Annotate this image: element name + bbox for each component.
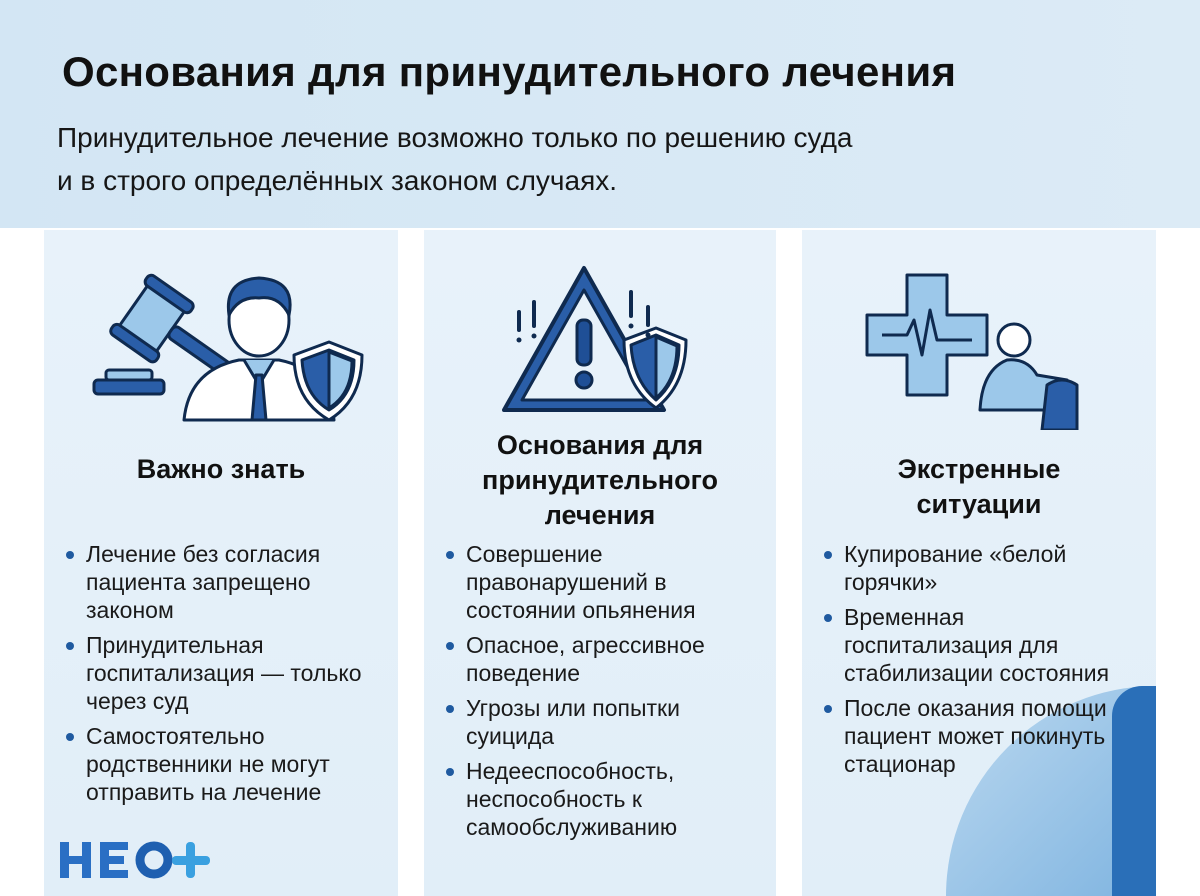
list-item: Угрозы или попытки суицида: [444, 694, 766, 750]
subtitle-line: Принудительное лечение возможно только по решению суда: [57, 122, 853, 153]
heading-line: Основания для: [496, 430, 704, 460]
bullet-list: [444, 540, 766, 848]
column-grounds: [424, 230, 776, 896]
list-item: Самостоятельно родственники не могут отправить на лечение: [64, 722, 388, 806]
list-item: Купирование «белой горячки»: [822, 540, 1126, 596]
bullet-list: [822, 540, 1126, 785]
column-important: [44, 230, 398, 896]
heading-line: принудительного: [482, 465, 718, 495]
subtitle-line: и в строго определённых законом случаях.: [57, 165, 618, 196]
column-heading: [802, 452, 1156, 522]
list-item: После оказания помощи пациент может покинуть стационар: [822, 694, 1126, 778]
list-item: Временная госпитализация для стабилизации состояния: [822, 603, 1126, 687]
heading-line: ситуации: [916, 489, 1042, 519]
heading-line: Важно знать: [136, 454, 306, 484]
list-item: Лечение без согласия пациента запрещено законом: [64, 540, 388, 624]
gavel-doctor-shield-icon: [44, 260, 398, 430]
neo-plus-logo: [60, 840, 220, 880]
header-band: [0, 0, 1200, 228]
warning-shield-icon: [424, 260, 778, 430]
list-item: Опасное, агрессивное поведение: [444, 631, 766, 687]
medical-cross-patient-icon: [802, 260, 1156, 430]
page-subtitle: [57, 116, 852, 202]
heading-line: лечения: [544, 500, 656, 530]
column-emergency: [802, 230, 1156, 896]
list-item: Принудительная госпитализация — только через суд: [64, 631, 388, 715]
heading-line: Экстренные: [897, 454, 1061, 484]
list-item: Совершение правонарушений в состоянии опьянения: [444, 540, 766, 624]
bullet-list: [64, 540, 388, 813]
column-heading: [424, 428, 776, 533]
page-title: Основания для принудительного лечения: [62, 48, 957, 95]
list-item: Недееспособность, неспособность к самообслуживанию: [444, 757, 766, 841]
column-heading: [44, 452, 398, 487]
